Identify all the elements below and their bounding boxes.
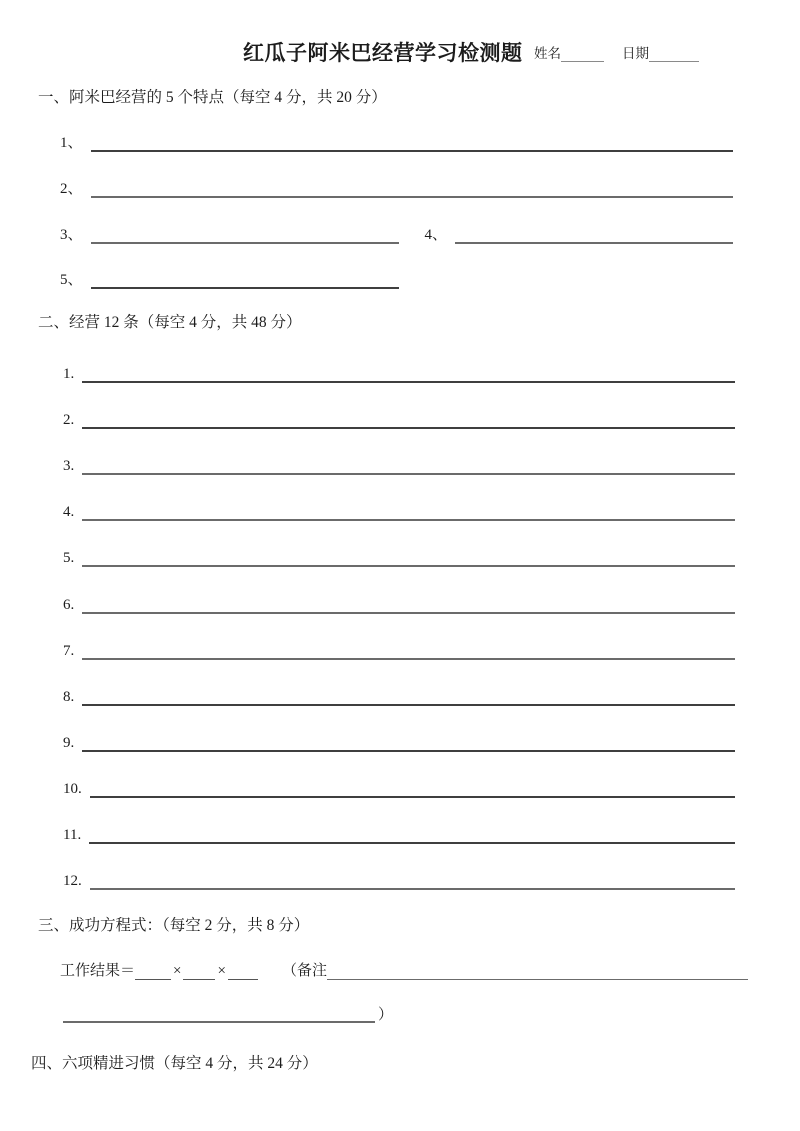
formula-blank-line [135,958,171,980]
section1-heading: 一、阿米巴经营的 5 个特点（每空 4 分，共 20 分） [38,89,387,106]
formula-row [60,958,748,980]
formula-blank-line [183,958,215,980]
s2-question-row [63,822,735,844]
page-title: 红瓜子阿米巴经营学习检测题 [243,41,523,65]
formula-continuation-row [63,1001,393,1023]
answer-blank-line [82,592,735,614]
multiply-sign: × [173,963,182,979]
question-number: 9. [63,735,75,751]
section2-heading: 二、经营 12 条（每空 4 分，共 48 分） [38,314,302,331]
section4-heading: 四、六项精进习惯（每空 4 分，共 24 分） [31,1055,318,1072]
question-number: 7. [63,643,75,659]
question-number: 5、 [60,272,83,288]
answer-blank-line [82,684,735,706]
s2-question-row [63,545,735,567]
name-label: 姓名 [534,46,561,61]
answer-blank-line [82,453,735,475]
question-number: 6. [63,597,75,613]
answer-blank-line [89,822,735,844]
s1-question-row-2 [60,176,733,198]
answer-blank-line [91,176,733,198]
question-number: 5. [63,550,75,566]
answer-blank-line [82,730,735,752]
section3-heading: 三、成功方程式：（每空 2 分，共 8 分） [38,917,310,934]
question-number: 1、 [60,135,83,151]
s2-question-row [63,453,735,475]
answer-blank-line [91,130,733,152]
s2-question-row [63,730,735,752]
answer-blank-line [82,361,735,383]
name-blank-line [561,48,604,62]
question-number: 2、 [60,181,83,197]
s1-question-row-5 [60,267,733,289]
answer-blank-line [91,267,399,289]
formula-label: 工作结果＝ [60,963,136,979]
name-date-row [534,47,699,62]
note-blank-line [63,1001,375,1023]
note-blank-line [327,958,748,980]
s2-question-row [63,407,735,429]
s2-question-row [63,592,735,614]
formula-blank-line [228,958,258,980]
question-number: 10. [63,781,82,797]
date-blank-line [649,48,699,62]
s1-question-row-3-4 [60,222,733,244]
s2-question-row [63,776,735,798]
question-number: 12. [63,873,82,889]
question-number: 2. [63,412,75,428]
answer-blank-line [82,499,735,521]
s2-question-row [63,361,735,383]
question-number: 11. [63,827,82,843]
answer-blank-line [90,868,735,890]
note-label: （备注 [281,963,327,979]
s2-question-row [63,868,735,890]
answer-blank-line [82,407,735,429]
s1-question-row-1 [60,130,733,152]
question-number: 4. [63,504,75,520]
answer-blank-line [82,545,735,567]
question-number: 3. [63,458,75,474]
s2-question-row [63,684,735,706]
answer-blank-line [91,222,399,244]
answer-blank-line [82,638,735,660]
answer-blank-line [90,776,735,798]
s2-question-row [63,499,735,521]
close-paren: ） [377,1007,393,1023]
question-number: 3、 [60,227,83,243]
question-number: 8. [63,689,75,705]
multiply-sign: × [217,963,226,979]
date-label: 日期 [622,46,649,61]
answer-blank-line [455,222,733,244]
s2-question-row [63,638,735,660]
question-number: 4、 [424,227,448,243]
question-number: 1. [63,366,75,382]
